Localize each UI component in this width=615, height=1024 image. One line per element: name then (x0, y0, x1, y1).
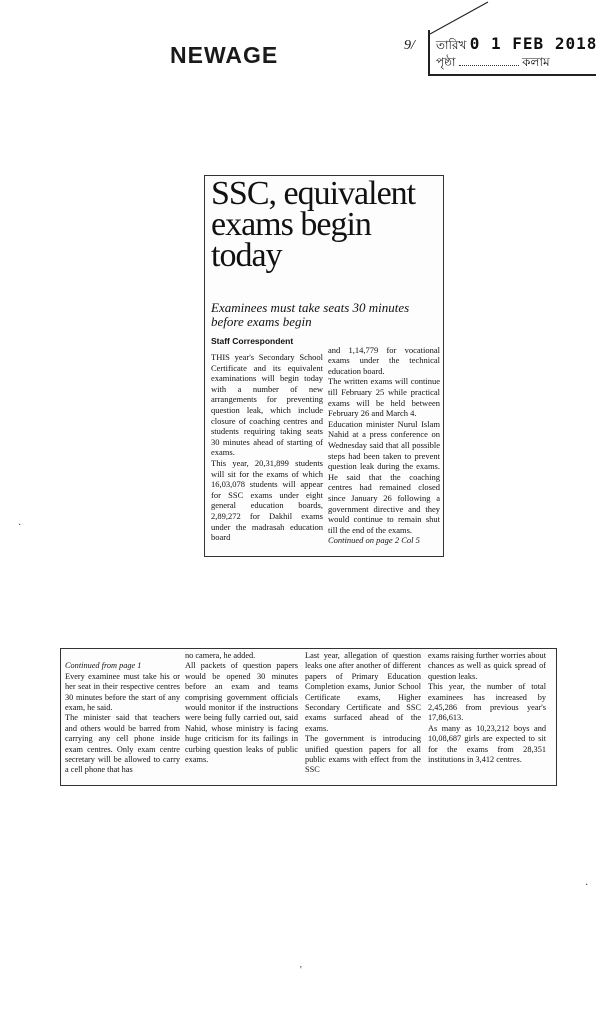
continuation-column-1-text: Every examinee must take his or her seat in their respective centres 30 minutes before the start of any exam, he said. The minister said that teachers and others would be barred from carrying any cell phone inside exam centres. Only exam centre secretary will be allowed to carry a cell phone that has (65, 671, 180, 775)
article-column-2 (328, 334, 440, 546)
continuation-column-3: Last year, allegation of question leaks one after another of different papers of Primary Education Completion exams, Junior School Certificate exams, Higher Secondary Certificate and SSC exams surfaced ahead of the exams. The government is introducing unified question papers for all public exams with effect from the SSC (305, 651, 421, 775)
article-headline: SSC, equivalent exams begin today (211, 175, 416, 274)
scan-speck: ' (300, 965, 302, 976)
continuation-column-1 (65, 651, 180, 776)
newspaper-masthead: NEWAGE (170, 42, 279, 68)
scan-speck: · (18, 520, 22, 531)
article-column-2-text: and 1,14,779 for vocational exams under the technical education board. The written exams will continue till February 25 while practical exams will be held between February 26 and March 4. Education minister Nurul Islam Nahid at a press conference on Wednesday said that all possible steps had been taken to prevent question leak during the exams. He said that the coaching centres had remained closed since January 26 following a government directive and they would continue to remain shut till the end of the exams. (328, 344, 440, 535)
article-column-1: THIS year's Secondary School Certificate and its equivalent examinations will begin today with a number of new arrangements for preventing question leak, which include closure of coaching centres and students requiring taking seats 30 minutes ahead of starting of exams. This year, 20,31,899 students will sit for the exams of which 16,03,078 students will appear for SSC exams under eight general education boards, 2,89,272 for Dakhil exams under the madrasah education board (211, 352, 323, 543)
handwritten-mark: 9/ (404, 38, 415, 53)
article-byline: Staff Correspondent (211, 336, 294, 346)
article-deck: Examinees must take seats 30 minutes before exams begin (211, 300, 410, 329)
article-clipping-main (204, 175, 444, 557)
stamp-column-label: কলাম (522, 55, 550, 69)
continuation-column-2: no camera, he added. All packets of question papers would be opened 30 minutes before an exam and teams comprising government officials would monitor if the instructions were being fully carried out, said Nahid, whose ministry is facing huge criticism for its failings in curbing question leaks of public exams. (185, 651, 298, 765)
scan-speck: · (585, 880, 589, 891)
corner-line (430, 0, 490, 36)
continuation-column-4: exams raising further worries about chances as well as quick spread of question leaks. This year, the number of total examinees has increased by 2,45,286 from previous year's 17,86,613. As many as 10,23,212 boys and 10,08,687 girls are expected to sit for the exams from 28,351 institutions in 3,412 centres. (428, 651, 546, 765)
stamp-page-label: পৃষ্ঠা (436, 55, 456, 69)
stamp-date-label: তারিখ (436, 38, 467, 52)
continued-on-note: Continued on page 2 Col 5 (328, 535, 420, 546)
stamp-page-row (436, 54, 550, 74)
date-stamp (428, 30, 596, 76)
article-clipping-continuation (60, 648, 557, 786)
stamp-date: 0 1 FEB 2018 (469, 34, 598, 53)
continued-from-note: Continued from page 1 (65, 661, 142, 671)
